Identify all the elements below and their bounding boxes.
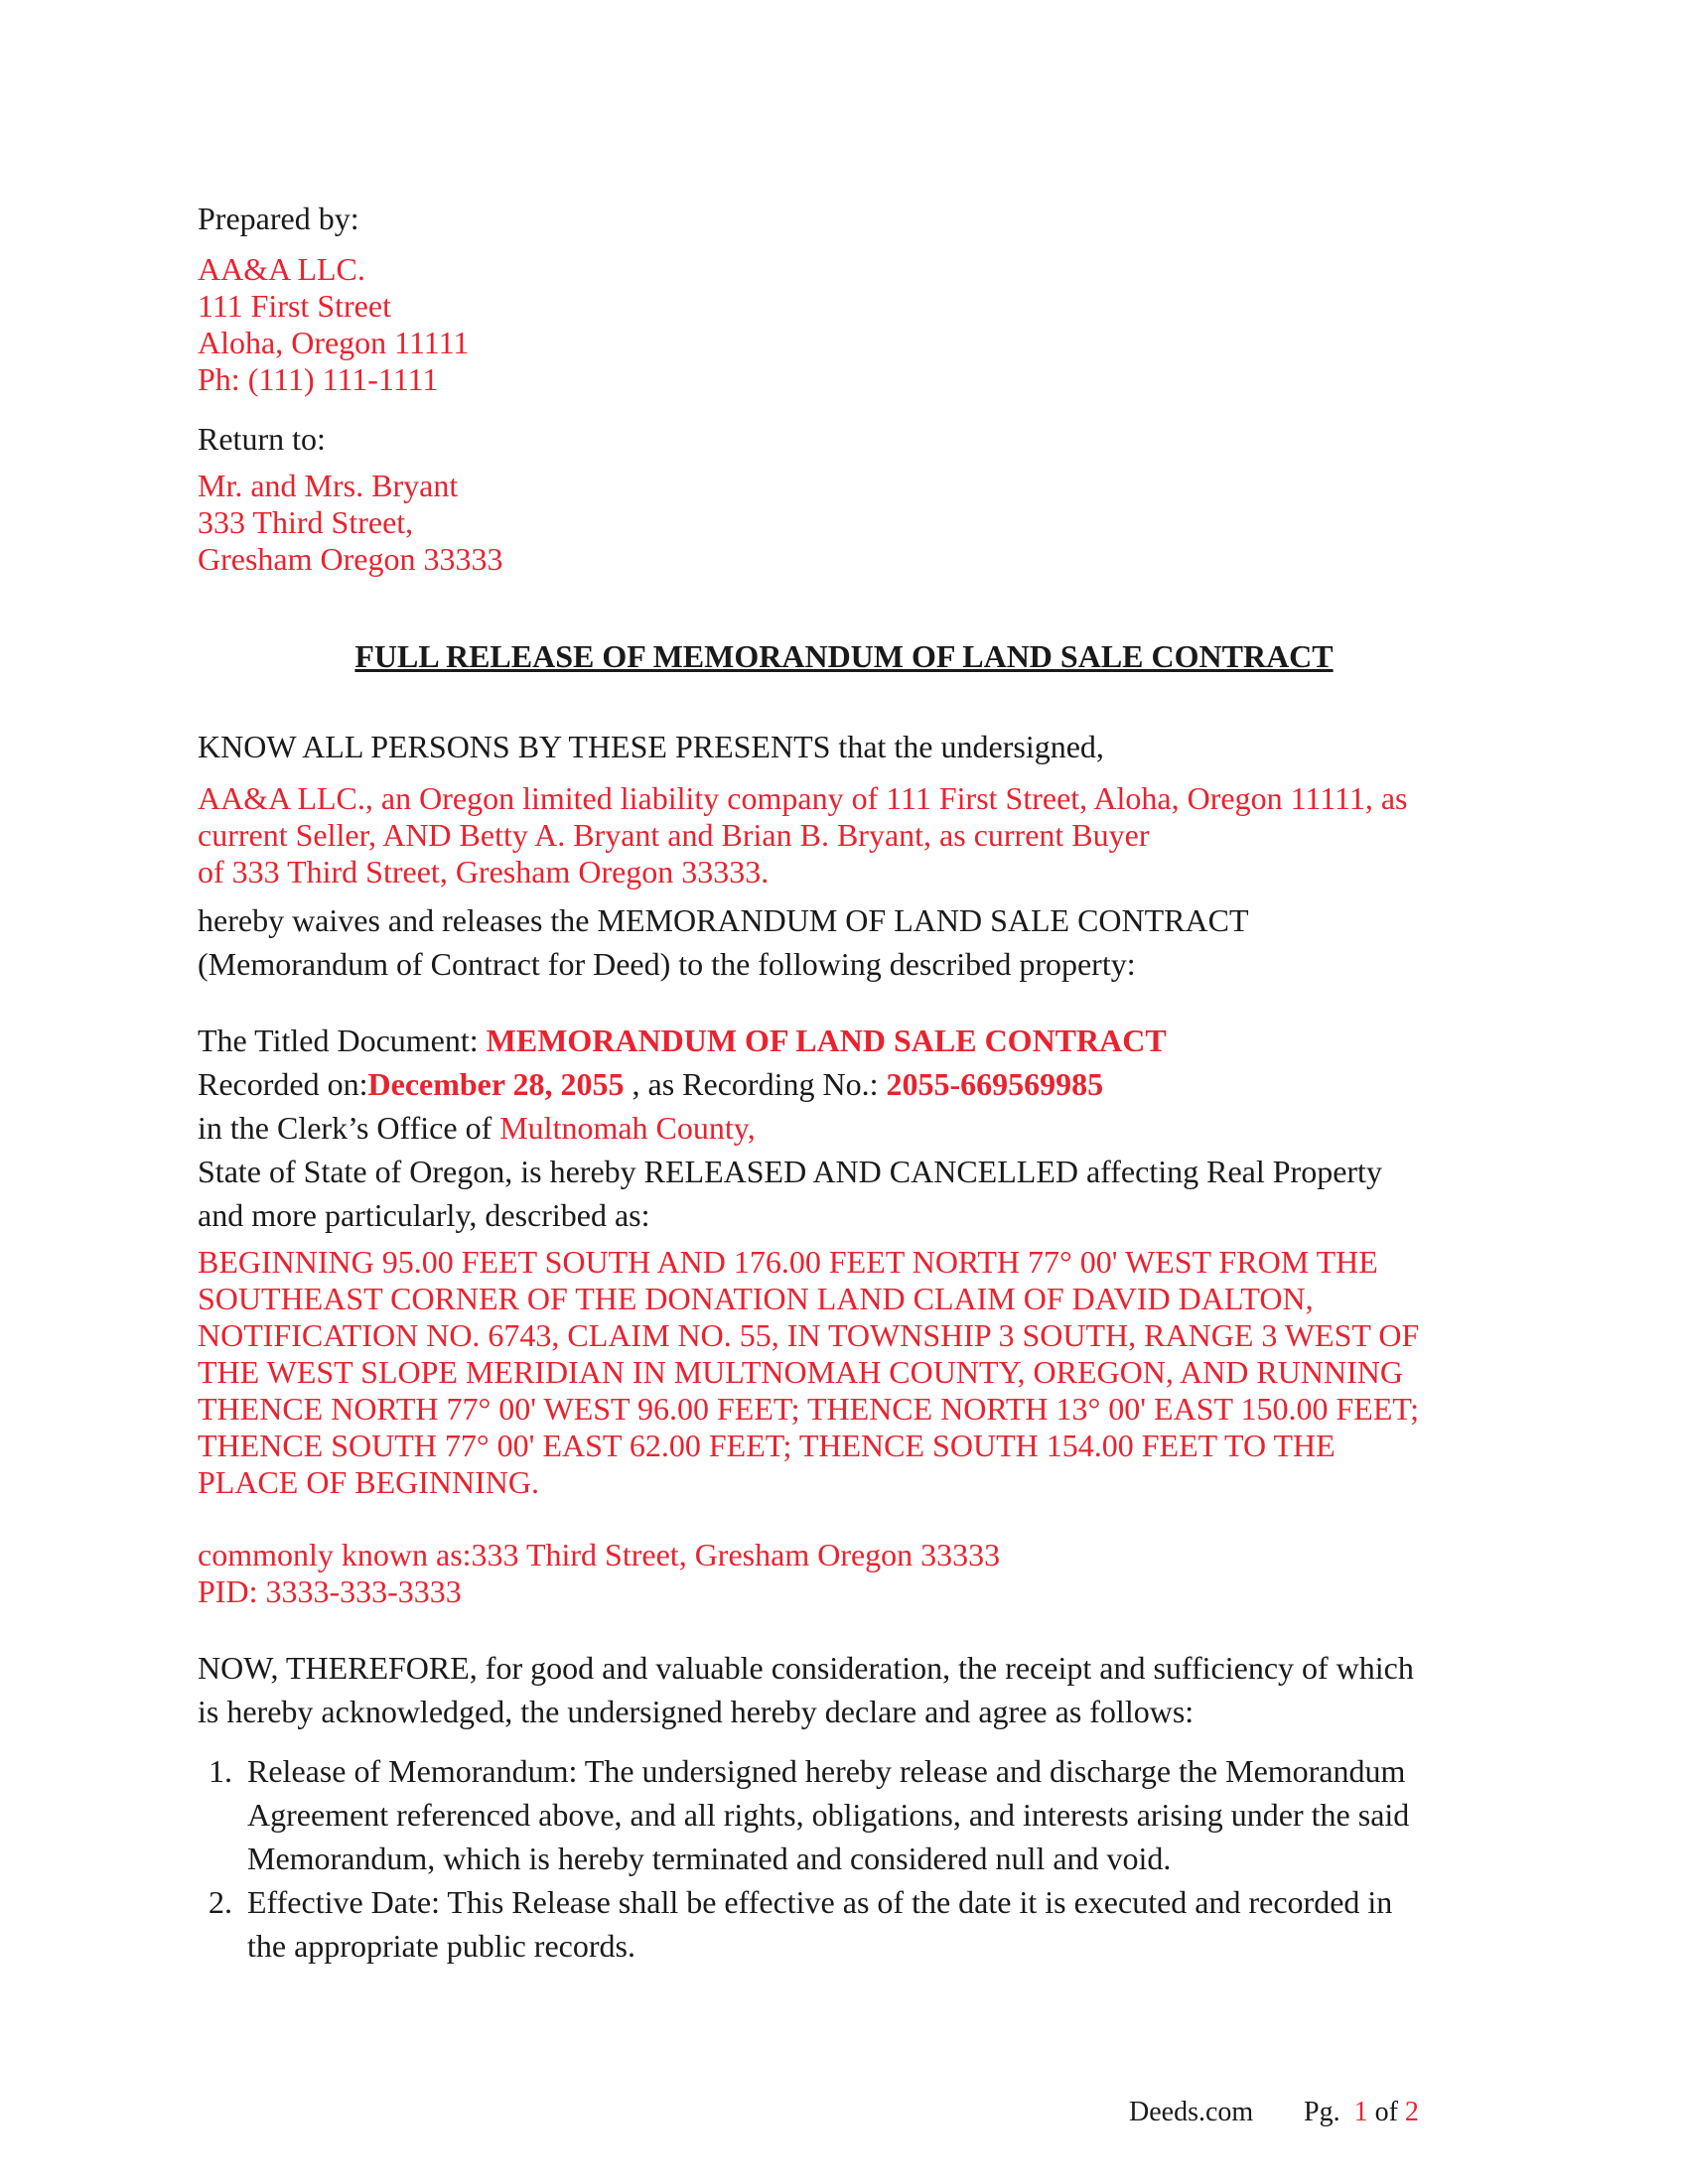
parties-line-3: of 333 Third Street, Gresham Oregon 33333. [198,854,770,889]
page-current: 1 [1353,2097,1368,2127]
footer-site: Deeds.com [1129,2097,1254,2127]
term-text-line: Agreement referenced above, and all rights, obligations, and interests arising under the said [247,1797,1410,1833]
terms-list [198,1749,1488,1968]
parties-line-1: AA&A LLC., an Oregon limited liability company of 111 First Street, Aloha, Oregon 11111, as [198,780,1408,816]
legal-description-line: THENCE SOUTH 77° 00' EAST 62.00 FEET; THENCE SOUTH 154.00 FEET TO THE [198,1428,1336,1463]
recording-number: 2055-669569985 [886,1066,1104,1102]
preparer-city: Aloha, Oregon 11111 [198,325,470,360]
recorded-date: December 28, 2055 [367,1066,625,1102]
clerk-prefix: in the Clerk’s Office of [198,1110,492,1146]
term-text-line: Memorandum, which is hereby terminated and considered null and void. [247,1841,1172,1876]
titled-document-value: MEMORANDUM OF LAND SALE CONTRACT [486,1023,1167,1058]
titled-document-label: The Titled Document: [198,1023,479,1058]
recorded-line [198,1062,1103,1106]
legal-description-line: THENCE NORTH 77° 00' WEST 96.00 FEET; THENCE NORTH 13° 00' EAST 150.00 FEET; [198,1391,1420,1427]
preparer-street: 111 First Street [198,288,391,324]
intro-text: KNOW ALL PERSONS BY THESE PRESENTS that the undersigned, [198,729,1104,764]
page-total: 2 [1404,2097,1419,2127]
described-line: and more particularly, described as: [198,1197,650,1233]
consideration-line-1: NOW, THEREFORE, for good and valuable consideration, the receipt and sufficiency of which [198,1650,1414,1686]
return-name: Mr. and Mrs. Bryant [198,468,459,503]
property-id: PID: 3333-333-3333 [198,1573,462,1609]
parties-line-2: current Seller, AND Betty A. Bryant and Brian B. Bryant, as current Buyer [198,817,1150,853]
legal-description-line: THE WEST SLOPE MERIDIAN IN MULTNOMAH COUNTY, OREGON, AND RUNNING [198,1354,1403,1390]
legal-description-line: PLACE OF BEGINNING. [198,1464,539,1500]
county-name: Multnomah County, [499,1110,756,1146]
legal-description-line: NOTIFICATION NO. 6743, CLAIM NO. 55, IN TOWNSHIP 3 SOUTH, RANGE 3 WEST OF [198,1317,1420,1353]
commonly-known-as: commonly known as:333 Third Street, Gresham Oregon 33333 [198,1537,1001,1572]
return-street: 333 Third Street, [198,504,414,540]
return-city: Gresham Oregon 33333 [198,541,503,577]
list-item [198,1749,1488,1880]
document-title: FULL RELEASE OF MEMORANDUM OF LAND SALE CONTRACT [354,638,1334,674]
preparer-phone: Ph: (111) 111-1111 [198,361,439,397]
term-number: 2. [209,1884,232,1920]
waiver-line-2: (Memorandum of Contract for Deed) to the following described property: [198,946,1136,982]
state-line: State of State of Oregon, is hereby RELEASED AND CANCELLED affecting Real Property [198,1154,1382,1189]
legal-description-line: SOUTHEAST CORNER OF THE DONATION LAND CLAIM OF DAVID DALTON, [198,1281,1314,1316]
recording-number-label: , as Recording No.: [632,1066,879,1102]
term-text-line: Effective Date: This Release shall be effective as of the date it is executed and recorded in [247,1884,1393,1920]
page-of: of [1374,2097,1398,2127]
prepared-by-label: Prepared by: [198,201,359,236]
term-text-line: Release of Memorandum: The undersigned hereby release and discharge the Memorandum [247,1753,1406,1789]
return-to-label: Return to: [198,421,326,457]
recorded-label: Recorded on: [198,1066,368,1102]
page-label: Pg. [1304,2097,1340,2127]
consideration-line-2: is hereby acknowledged, the undersigned hereby declare and agree as follows: [198,1694,1195,1729]
term-text-line: the appropriate public records. [247,1928,635,1964]
titled-document-line [198,1019,1167,1062]
footer-page-indicator [1304,2096,1419,2129]
clerk-line [198,1106,756,1150]
preparer-name: AA&A LLC. [198,251,365,287]
list-item [198,1880,1488,1968]
term-number: 1. [209,1753,232,1789]
waiver-line-1: hereby waives and releases the MEMORANDUM OF LAND SALE CONTRACT [198,902,1249,938]
legal-description-line: BEGINNING 95.00 FEET SOUTH AND 176.00 FEET NORTH 77° 00' WEST FROM THE [198,1244,1378,1280]
